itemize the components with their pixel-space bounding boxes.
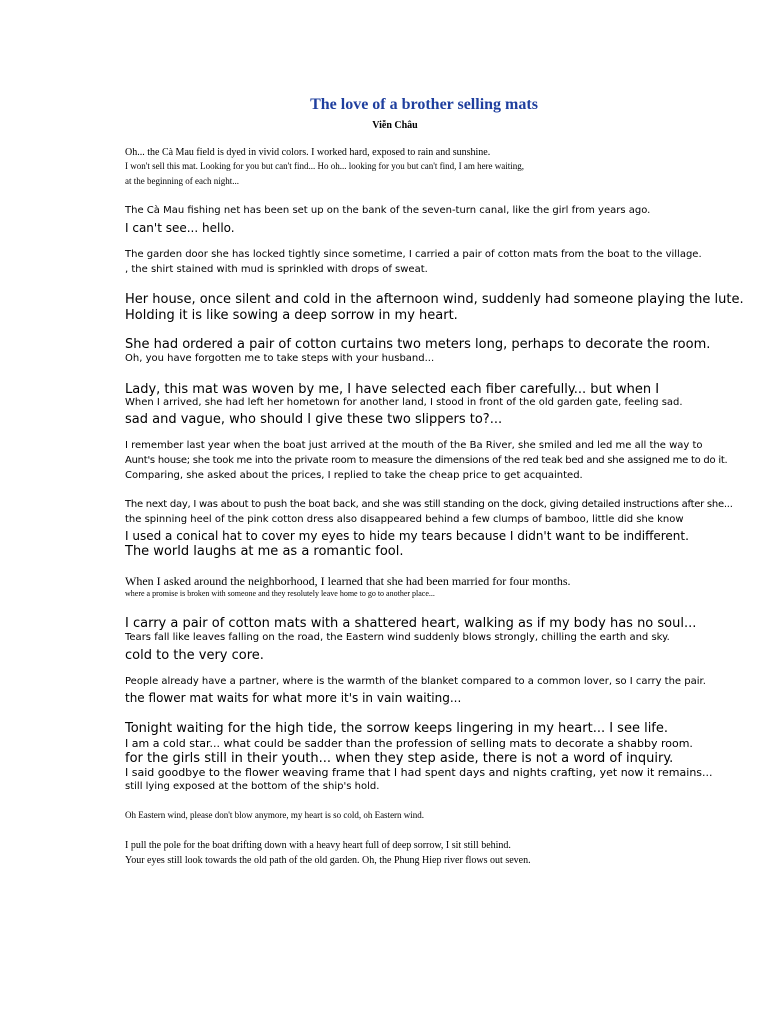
poem-line: the flower mat waits for what more it's in vain waiting... [125, 691, 462, 705]
poem-line: at the beginning of each night... [125, 176, 239, 186]
poem-line: sad and vague, who should I give these two slippers to?... [125, 412, 503, 427]
poem-line: the spinning heel of the pink cotton dress also disappeared behind a few clumps of bamboo, little did she know [125, 514, 684, 525]
poem-line: I used a conical hat to cover my eyes to hide my tears because I didn't want to be indifferent. [125, 529, 689, 543]
poem-line: I won't sell this mat. Looking for you but can't find... Ho oh... looking for you but can't find, I am here waiting, [125, 161, 525, 171]
poem-line: When I arrived, she had left her hometown for another land, I stood in front of the old garden gate, feeling sad. [125, 397, 683, 408]
poem-line: Oh, you have forgotten me to take steps with your husband... [125, 353, 435, 364]
poem-line: When I asked around the neighborhood, I learned that she had been married for four months. [125, 574, 571, 588]
poem-line: I carry a pair of cotton mats with a shattered heart, walking as if my body has no soul... [125, 616, 697, 631]
poem-title: The love of a brother selling mats [310, 96, 538, 113]
poem-line: People already have a partner, where is the warmth of the blanket compared to a common lover, so I carry the pair. [125, 676, 706, 687]
poem-line: The Cà Mau fishing net has been set up on the bank of the seven-turn canal, like the girl from years ago. [125, 205, 651, 216]
poem-line: Her house, once silent and cold in the afternoon wind, suddenly had someone playing the lute. [125, 292, 744, 307]
poem-line: I pull the pole for the boat drifting down with a heavy heart full of deep sorrow, I sit still behind. [125, 840, 511, 851]
poem-line: Tonight waiting for the high tide, the sorrow keeps lingering in my heart... I see life. [125, 721, 669, 736]
poem-line: Holding it is like sowing a deep sorrow in my heart. [125, 308, 458, 323]
poem-line: I can't see... hello. [125, 221, 235, 235]
poem-line: Oh... the Cà Mau field is dyed in vivid colors. I worked hard, exposed to rain and sunshine. [125, 147, 491, 158]
poem-line: Comparing, she asked about the prices, I replied to take the cheap price to get acquainted. [125, 470, 583, 481]
poem-line: She had ordered a pair of cotton curtains two meters long, perhaps to decorate the room. [125, 337, 711, 352]
poem-line: where a promise is broken with someone and they resolutely leave home to go to another place... [125, 589, 435, 598]
poem-line: cold to the very core. [125, 648, 264, 663]
poem-line: for the girls still in their youth... when they step aside, there is not a word of inquiry. [125, 751, 674, 766]
poem-line: I am a cold star... what could be sadder than the profession of selling mats to decorate a shabby room. [125, 737, 693, 750]
poem-line: The garden door she has locked tightly since sometime, I carried a pair of cotton mats from the boat to the village. [125, 249, 702, 260]
poem-author: Viễn Châu [372, 120, 418, 131]
poem-line: I said goodbye to the flower weaving frame that I had spent days and nights crafting, yet now it remains... [125, 766, 713, 779]
poem-line: The world laughs at me as a romantic fool. [125, 544, 404, 559]
poem-line: Aunt's house; she took me into the private room to measure the dimensions of the red teak bed and she assigned me to do it. [125, 455, 728, 466]
poem-line: Tears fall like leaves falling on the road, the Eastern wind suddenly blows strongly, chilling the earth and sky. [125, 632, 670, 643]
poem-line: , the shirt stained with mud is sprinkled with drops of sweat. [125, 264, 428, 275]
poem-line: The next day, I was about to push the boat back, and she was still standing on the dock, giving detailed instructions after she... [125, 499, 733, 510]
poem-line: still lying exposed at the bottom of the ship's hold. [125, 781, 380, 792]
poem-line: I remember last year when the boat just arrived at the mouth of the Ba River, she smiled and led me all the way to [125, 440, 703, 451]
poem-line: Lady, this mat was woven by me, I have selected each fiber carefully... but when I [125, 382, 660, 397]
poem-line: Your eyes still look towards the old path of the old garden. Oh, the Phung Hiep river flows out seven. [125, 855, 531, 866]
poem-line: Oh Eastern wind, please don't blow anymore, my heart is so cold, oh Eastern wind. [125, 810, 425, 820]
